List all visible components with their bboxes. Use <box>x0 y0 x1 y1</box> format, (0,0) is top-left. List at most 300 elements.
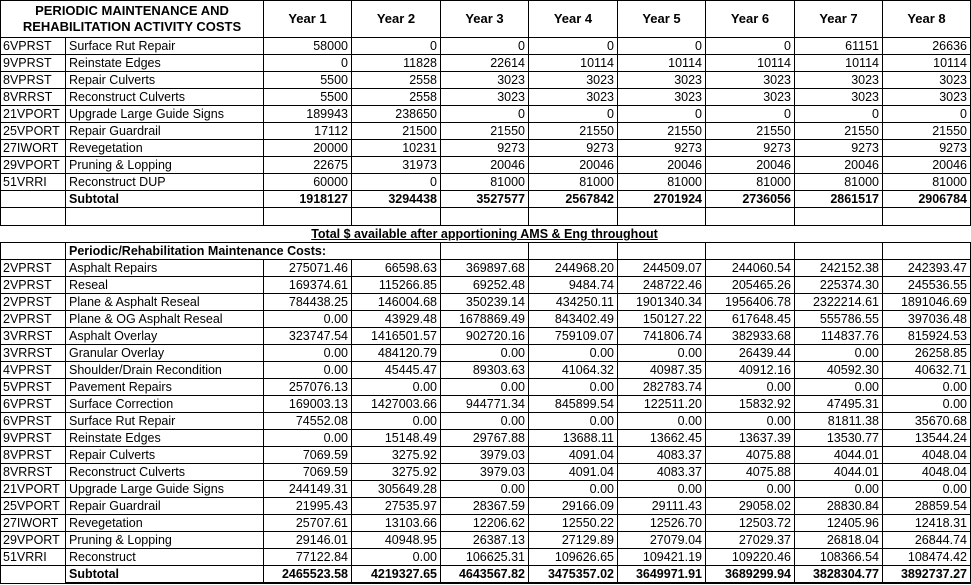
value-cell[interactable]: 4048.04 <box>883 447 971 464</box>
value-cell[interactable]: 40592.30 <box>795 362 883 379</box>
value-cell[interactable]: 21550 <box>441 123 529 140</box>
activity-code-cell[interactable]: 29VPORT <box>1 157 66 174</box>
empty-cell[interactable] <box>1 208 66 226</box>
value-cell[interactable]: 1891046.69 <box>883 294 971 311</box>
subtotal-label[interactable]: Subtotal <box>66 191 264 208</box>
value-cell[interactable]: 225374.30 <box>795 277 883 294</box>
activity-name-cell[interactable]: Repair Guardrail <box>66 498 264 515</box>
empty-cell[interactable] <box>1 226 66 243</box>
value-cell[interactable]: 369897.68 <box>441 260 529 277</box>
value-cell[interactable]: 25707.61 <box>264 515 352 532</box>
value-cell[interactable]: 15832.92 <box>706 396 795 413</box>
activity-code-cell[interactable]: 21VPORT <box>1 481 66 498</box>
value-cell[interactable]: 81000 <box>618 174 706 191</box>
value-cell[interactable]: 10231 <box>352 140 441 157</box>
value-cell[interactable]: 1678869.49 <box>441 311 529 328</box>
empty-cell[interactable] <box>1 566 66 584</box>
activity-name-cell[interactable]: Plane & Asphalt Reseal <box>66 294 264 311</box>
value-cell[interactable]: 9273 <box>529 140 618 157</box>
subtotal-cell[interactable]: 2736056 <box>706 191 795 208</box>
subtotal-cell[interactable]: 3892737.27 <box>883 566 971 584</box>
activity-code-cell[interactable]: 27IWORT <box>1 515 66 532</box>
value-cell[interactable]: 0.00 <box>529 379 618 396</box>
value-cell[interactable]: 0.00 <box>441 413 529 430</box>
value-cell[interactable]: 109220.46 <box>706 549 795 566</box>
value-cell[interactable]: 4091.04 <box>529 464 618 481</box>
value-cell[interactable]: 115266.85 <box>352 277 441 294</box>
value-cell[interactable]: 815924.53 <box>883 328 971 345</box>
value-cell[interactable]: 0.00 <box>618 345 706 362</box>
value-cell[interactable]: 10114 <box>618 55 706 72</box>
value-cell[interactable]: 109421.19 <box>618 549 706 566</box>
value-cell[interactable]: 0.00 <box>883 396 971 413</box>
value-cell[interactable]: 4083.37 <box>618 464 706 481</box>
empty-cell[interactable] <box>883 226 971 243</box>
activity-name-cell[interactable]: Reinstate Edges <box>66 430 264 447</box>
activity-code-cell[interactable]: 6VPRST <box>1 413 66 430</box>
value-cell[interactable]: 26387.13 <box>441 532 529 549</box>
value-cell[interactable]: 242393.47 <box>883 260 971 277</box>
activity-code-cell[interactable]: 6VPRST <box>1 38 66 55</box>
value-cell[interactable]: 13530.77 <box>795 430 883 447</box>
value-cell[interactable]: 29767.88 <box>441 430 529 447</box>
activity-name-cell[interactable]: Revegetation <box>66 515 264 532</box>
value-cell[interactable]: 26439.44 <box>706 345 795 362</box>
value-cell[interactable]: 244149.31 <box>264 481 352 498</box>
value-cell[interactable]: 26818.04 <box>795 532 883 549</box>
value-cell[interactable]: 3023 <box>441 72 529 89</box>
activity-name-cell[interactable]: Upgrade Large Guide Signs <box>66 106 264 123</box>
value-cell[interactable]: 10114 <box>883 55 971 72</box>
value-cell[interactable]: 3023 <box>529 89 618 106</box>
empty-cell[interactable] <box>706 226 795 243</box>
activity-code-cell[interactable]: 9VPRST <box>1 430 66 447</box>
value-cell[interactable]: 4075.88 <box>706 447 795 464</box>
activity-code-cell[interactable]: 5VPRST <box>1 379 66 396</box>
empty-cell[interactable] <box>618 208 706 226</box>
value-cell[interactable]: 0.00 <box>352 413 441 430</box>
total-available-note[interactable]: Total $ available after apportioning AMS & Eng throughout <box>264 226 706 243</box>
value-cell[interactable]: 0 <box>441 38 529 55</box>
value-cell[interactable]: 0 <box>441 106 529 123</box>
value-cell[interactable]: 10114 <box>795 55 883 72</box>
value-cell[interactable]: 0.00 <box>264 311 352 328</box>
activity-code-cell[interactable]: 51VRRI <box>1 549 66 566</box>
value-cell[interactable]: 3979.03 <box>441 447 529 464</box>
value-cell[interactable]: 13688.11 <box>529 430 618 447</box>
value-cell[interactable]: 759109.07 <box>529 328 618 345</box>
value-cell[interactable]: 1427003.66 <box>352 396 441 413</box>
value-cell[interactable]: 81000 <box>795 174 883 191</box>
value-cell[interactable]: 81000 <box>441 174 529 191</box>
value-cell[interactable]: 617648.45 <box>706 311 795 328</box>
value-cell[interactable]: 9273 <box>883 140 971 157</box>
value-cell[interactable]: 4044.01 <box>795 447 883 464</box>
activity-code-cell[interactable]: 25VPORT <box>1 498 66 515</box>
activity-code-cell[interactable]: 21VPORT <box>1 106 66 123</box>
value-cell[interactable]: 28859.54 <box>883 498 971 515</box>
value-cell[interactable]: 69252.48 <box>441 277 529 294</box>
activity-name-cell[interactable]: Granular Overlay <box>66 345 264 362</box>
value-cell[interactable]: 3023 <box>795 72 883 89</box>
empty-cell[interactable] <box>795 226 883 243</box>
value-cell[interactable]: 0 <box>352 38 441 55</box>
activity-code-cell[interactable]: 51VRRI <box>1 174 66 191</box>
value-cell[interactable]: 4083.37 <box>618 447 706 464</box>
subtotal-cell[interactable]: 3294438 <box>352 191 441 208</box>
activity-name-cell[interactable]: Reconstruct <box>66 549 264 566</box>
value-cell[interactable]: 20046 <box>883 157 971 174</box>
value-cell[interactable]: 244968.20 <box>529 260 618 277</box>
value-cell[interactable]: 29058.02 <box>706 498 795 515</box>
value-cell[interactable]: 350239.14 <box>441 294 529 311</box>
activity-name-cell[interactable]: Pruning & Lopping <box>66 532 264 549</box>
activity-code-cell[interactable]: 3VRRST <box>1 345 66 362</box>
value-cell[interactable]: 13103.66 <box>352 515 441 532</box>
value-cell[interactable]: 257076.13 <box>264 379 352 396</box>
activity-name-cell[interactable]: Reseal <box>66 277 264 294</box>
value-cell[interactable]: 0.00 <box>529 345 618 362</box>
empty-cell[interactable] <box>795 243 883 260</box>
activity-name-cell[interactable]: Plane & OG Asphalt Reseal <box>66 311 264 328</box>
subtotal-cell[interactable]: 2701924 <box>618 191 706 208</box>
empty-cell[interactable] <box>706 243 795 260</box>
value-cell[interactable]: 0.00 <box>441 379 529 396</box>
value-cell[interactable]: 13544.24 <box>883 430 971 447</box>
value-cell[interactable]: 0.00 <box>795 481 883 498</box>
activity-code-cell[interactable]: 27IWORT <box>1 140 66 157</box>
activity-code-cell[interactable]: 8VPRST <box>1 447 66 464</box>
value-cell[interactable]: 3023 <box>618 72 706 89</box>
value-cell[interactable]: 28830.84 <box>795 498 883 515</box>
value-cell[interactable]: 21500 <box>352 123 441 140</box>
value-cell[interactable]: 21550 <box>883 123 971 140</box>
value-cell[interactable]: 275071.46 <box>264 260 352 277</box>
value-cell[interactable]: 21550 <box>706 123 795 140</box>
empty-cell[interactable] <box>883 243 971 260</box>
value-cell[interactable]: 3275.92 <box>352 464 441 481</box>
value-cell[interactable]: 150127.22 <box>618 311 706 328</box>
value-cell[interactable]: 27535.97 <box>352 498 441 515</box>
value-cell[interactable]: 61151 <box>795 38 883 55</box>
value-cell[interactable]: 12503.72 <box>706 515 795 532</box>
value-cell[interactable]: 3023 <box>529 72 618 89</box>
value-cell[interactable]: 20000 <box>264 140 352 157</box>
value-cell[interactable]: 3023 <box>706 89 795 106</box>
value-cell[interactable]: 944771.34 <box>441 396 529 413</box>
value-cell[interactable]: 4091.04 <box>529 447 618 464</box>
activity-code-cell[interactable]: 8VRRST <box>1 464 66 481</box>
value-cell[interactable]: 0 <box>618 106 706 123</box>
activity-name-cell[interactable]: Reconstruct Culverts <box>66 464 264 481</box>
activity-name-cell[interactable]: Shoulder/Drain Recondition <box>66 362 264 379</box>
value-cell[interactable]: 434250.11 <box>529 294 618 311</box>
value-cell[interactable]: 29111.43 <box>618 498 706 515</box>
value-cell[interactable]: 843402.49 <box>529 311 618 328</box>
value-cell[interactable]: 0.00 <box>441 481 529 498</box>
value-cell[interactable]: 0 <box>352 174 441 191</box>
activity-name-cell[interactable]: Reconstruct DUP <box>66 174 264 191</box>
value-cell[interactable]: 244060.54 <box>706 260 795 277</box>
value-cell[interactable]: 0.00 <box>706 379 795 396</box>
value-cell[interactable]: 58000 <box>264 38 352 55</box>
value-cell[interactable]: 9273 <box>795 140 883 157</box>
value-cell[interactable]: 3979.03 <box>441 464 529 481</box>
value-cell[interactable]: 7069.59 <box>264 464 352 481</box>
subtotal-cell[interactable]: 4643567.82 <box>441 566 529 584</box>
subtotal-cell[interactable]: 2465523.58 <box>264 566 352 584</box>
value-cell[interactable]: 81000 <box>883 174 971 191</box>
value-cell[interactable]: 31973 <box>352 157 441 174</box>
value-cell[interactable]: 29146.01 <box>264 532 352 549</box>
activity-name-cell[interactable]: Reinstate Edges <box>66 55 264 72</box>
value-cell[interactable]: 0.00 <box>883 481 971 498</box>
value-cell[interactable]: 3275.92 <box>352 447 441 464</box>
value-cell[interactable]: 0.00 <box>264 345 352 362</box>
subtotal-cell[interactable]: 2906784 <box>883 191 971 208</box>
empty-cell[interactable] <box>529 243 618 260</box>
value-cell[interactable]: 20046 <box>529 157 618 174</box>
activity-name-cell[interactable]: Surface Correction <box>66 396 264 413</box>
value-cell[interactable]: 27079.04 <box>618 532 706 549</box>
value-cell[interactable]: 0.00 <box>795 345 883 362</box>
value-cell[interactable]: 4048.04 <box>883 464 971 481</box>
empty-cell[interactable] <box>529 208 618 226</box>
value-cell[interactable]: 9273 <box>441 140 529 157</box>
activity-code-cell[interactable]: 8VPRST <box>1 72 66 89</box>
activity-code-cell[interactable]: 2VPRST <box>1 260 66 277</box>
value-cell[interactable]: 108366.54 <box>795 549 883 566</box>
value-cell[interactable]: 43929.48 <box>352 311 441 328</box>
subtotal-cell[interactable]: 2861517 <box>795 191 883 208</box>
empty-cell[interactable] <box>441 243 529 260</box>
value-cell[interactable]: 845899.54 <box>529 396 618 413</box>
value-cell[interactable]: 40987.35 <box>618 362 706 379</box>
value-cell[interactable]: 106625.31 <box>441 549 529 566</box>
value-cell[interactable]: 0.00 <box>529 413 618 430</box>
value-cell[interactable]: 114837.76 <box>795 328 883 345</box>
value-cell[interactable]: 21550 <box>529 123 618 140</box>
value-cell[interactable]: 15148.49 <box>352 430 441 447</box>
activity-code-cell[interactable]: 2VPRST <box>1 294 66 311</box>
subtotal-cell[interactable]: 3828304.77 <box>795 566 883 584</box>
empty-cell[interactable] <box>66 208 264 226</box>
subtotal-cell[interactable]: 3689299.94 <box>706 566 795 584</box>
value-cell[interactable]: 244509.07 <box>618 260 706 277</box>
value-cell[interactable]: 0.00 <box>352 379 441 396</box>
value-cell[interactable]: 0.00 <box>264 430 352 447</box>
value-cell[interactable]: 3023 <box>883 72 971 89</box>
value-cell[interactable]: 4044.01 <box>795 464 883 481</box>
value-cell[interactable]: 21995.43 <box>264 498 352 515</box>
value-cell[interactable]: 27129.89 <box>529 532 618 549</box>
value-cell[interactable]: 0.00 <box>618 481 706 498</box>
value-cell[interactable]: 17112 <box>264 123 352 140</box>
value-cell[interactable]: 122511.20 <box>618 396 706 413</box>
value-cell[interactable]: 21550 <box>618 123 706 140</box>
empty-cell[interactable] <box>883 208 971 226</box>
empty-cell[interactable] <box>795 208 883 226</box>
activity-code-cell[interactable]: 8VRRST <box>1 89 66 106</box>
value-cell[interactable]: 0.00 <box>795 379 883 396</box>
subtotal-label[interactable]: Subtotal <box>66 566 264 584</box>
value-cell[interactable]: 3023 <box>795 89 883 106</box>
value-cell[interactable]: 205465.26 <box>706 277 795 294</box>
activity-code-cell[interactable]: 25VPORT <box>1 123 66 140</box>
value-cell[interactable]: 108474.42 <box>883 549 971 566</box>
empty-cell[interactable] <box>1 191 66 208</box>
value-cell[interactable]: 2558 <box>352 89 441 106</box>
activity-name-cell[interactable]: Pruning & Lopping <box>66 157 264 174</box>
activity-name-cell[interactable]: Asphalt Repairs <box>66 260 264 277</box>
value-cell[interactable]: 248722.46 <box>618 277 706 294</box>
value-cell[interactable]: 0.00 <box>618 413 706 430</box>
value-cell[interactable]: 60000 <box>264 174 352 191</box>
value-cell[interactable]: 74552.08 <box>264 413 352 430</box>
activity-code-cell[interactable]: 2VPRST <box>1 311 66 328</box>
activity-name-cell[interactable]: Surface Rut Repair <box>66 38 264 55</box>
value-cell[interactable]: 40632.71 <box>883 362 971 379</box>
activity-code-cell[interactable]: 3VRRST <box>1 328 66 345</box>
activity-name-cell[interactable]: Pavement Repairs <box>66 379 264 396</box>
value-cell[interactable]: 169374.61 <box>264 277 352 294</box>
value-cell[interactable]: 12405.96 <box>795 515 883 532</box>
value-cell[interactable]: 35670.68 <box>883 413 971 430</box>
value-cell[interactable]: 12206.62 <box>441 515 529 532</box>
value-cell[interactable]: 146004.68 <box>352 294 441 311</box>
subtotal-cell[interactable]: 3649971.91 <box>618 566 706 584</box>
value-cell[interactable]: 2558 <box>352 72 441 89</box>
subtotal-cell[interactable]: 3527577 <box>441 191 529 208</box>
value-cell[interactable]: 0 <box>706 38 795 55</box>
value-cell[interactable]: 81811.38 <box>795 413 883 430</box>
value-cell[interactable]: 0.00 <box>529 481 618 498</box>
value-cell[interactable]: 189943 <box>264 106 352 123</box>
value-cell[interactable]: 1956406.78 <box>706 294 795 311</box>
value-cell[interactable]: 47495.31 <box>795 396 883 413</box>
value-cell[interactable]: 7069.59 <box>264 447 352 464</box>
value-cell[interactable]: 45445.47 <box>352 362 441 379</box>
value-cell[interactable]: 26636 <box>883 38 971 55</box>
subtotal-cell[interactable]: 2567842 <box>529 191 618 208</box>
activity-name-cell[interactable]: Reconstruct Culverts <box>66 89 264 106</box>
value-cell[interactable]: 26844.74 <box>883 532 971 549</box>
value-cell[interactable]: 0 <box>618 38 706 55</box>
value-cell[interactable]: 245536.55 <box>883 277 971 294</box>
value-cell[interactable]: 1416501.57 <box>352 328 441 345</box>
value-cell[interactable]: 20046 <box>706 157 795 174</box>
value-cell[interactable]: 2322214.61 <box>795 294 883 311</box>
empty-cell[interactable] <box>618 243 706 260</box>
value-cell[interactable]: 81000 <box>529 174 618 191</box>
value-cell[interactable]: 238650 <box>352 106 441 123</box>
value-cell[interactable]: 555786.55 <box>795 311 883 328</box>
value-cell[interactable]: 323747.54 <box>264 328 352 345</box>
value-cell[interactable]: 28367.59 <box>441 498 529 515</box>
value-cell[interactable]: 169003.13 <box>264 396 352 413</box>
value-cell[interactable]: 0 <box>529 38 618 55</box>
value-cell[interactable]: 0 <box>883 106 971 123</box>
activity-code-cell[interactable]: 6VPRST <box>1 396 66 413</box>
value-cell[interactable]: 0 <box>706 106 795 123</box>
value-cell[interactable]: 10114 <box>706 55 795 72</box>
subtotal-cell[interactable]: 4219327.65 <box>352 566 441 584</box>
value-cell[interactable]: 10114 <box>529 55 618 72</box>
activity-code-cell[interactable]: 4VPRST <box>1 362 66 379</box>
value-cell[interactable]: 3023 <box>441 89 529 106</box>
value-cell[interactable]: 11828 <box>352 55 441 72</box>
activity-code-cell[interactable]: 29VPORT <box>1 532 66 549</box>
subtotal-cell[interactable]: 3475357.02 <box>529 566 618 584</box>
value-cell[interactable]: 9484.74 <box>529 277 618 294</box>
value-cell[interactable]: 0.00 <box>441 345 529 362</box>
empty-cell[interactable] <box>441 208 529 226</box>
activity-name-cell[interactable]: Repair Culverts <box>66 447 264 464</box>
value-cell[interactable]: 26258.85 <box>883 345 971 362</box>
value-cell[interactable]: 5500 <box>264 72 352 89</box>
value-cell[interactable]: 0.00 <box>706 481 795 498</box>
value-cell[interactable]: 12550.22 <box>529 515 618 532</box>
value-cell[interactable]: 20046 <box>441 157 529 174</box>
value-cell[interactable]: 902720.16 <box>441 328 529 345</box>
activity-name-cell[interactable]: Surface Rut Repair <box>66 413 264 430</box>
value-cell[interactable]: 77122.84 <box>264 549 352 566</box>
value-cell[interactable]: 0.00 <box>264 362 352 379</box>
value-cell[interactable]: 109626.65 <box>529 549 618 566</box>
subtotal-cell[interactable]: 1918127 <box>264 191 352 208</box>
activity-name-cell[interactable]: Revegetation <box>66 140 264 157</box>
value-cell[interactable]: 3023 <box>706 72 795 89</box>
empty-cell[interactable] <box>352 208 441 226</box>
value-cell[interactable]: 484120.79 <box>352 345 441 362</box>
value-cell[interactable]: 22614 <box>441 55 529 72</box>
activity-code-cell[interactable]: 9VPRST <box>1 55 66 72</box>
value-cell[interactable]: 382933.68 <box>706 328 795 345</box>
value-cell[interactable]: 5500 <box>264 89 352 106</box>
activity-code-cell[interactable]: 2VPRST <box>1 277 66 294</box>
value-cell[interactable]: 0.00 <box>352 549 441 566</box>
value-cell[interactable]: 66598.63 <box>352 260 441 277</box>
value-cell[interactable]: 0 <box>795 106 883 123</box>
value-cell[interactable]: 3023 <box>883 89 971 106</box>
value-cell[interactable]: 0 <box>529 106 618 123</box>
value-cell[interactable]: 13662.45 <box>618 430 706 447</box>
empty-cell[interactable] <box>66 226 264 243</box>
value-cell[interactable]: 27029.37 <box>706 532 795 549</box>
value-cell[interactable]: 29166.09 <box>529 498 618 515</box>
value-cell[interactable]: 81000 <box>706 174 795 191</box>
value-cell[interactable]: 40948.95 <box>352 532 441 549</box>
value-cell[interactable]: 12526.70 <box>618 515 706 532</box>
value-cell[interactable]: 784438.25 <box>264 294 352 311</box>
value-cell[interactable]: 21550 <box>795 123 883 140</box>
value-cell[interactable]: 40912.16 <box>706 362 795 379</box>
empty-cell[interactable] <box>706 208 795 226</box>
value-cell[interactable]: 41064.32 <box>529 362 618 379</box>
value-cell[interactable]: 9273 <box>618 140 706 157</box>
value-cell[interactable]: 13637.39 <box>706 430 795 447</box>
value-cell[interactable]: 0.00 <box>883 379 971 396</box>
value-cell[interactable]: 12418.31 <box>883 515 971 532</box>
activity-name-cell[interactable]: Upgrade Large Guide Signs <box>66 481 264 498</box>
value-cell[interactable]: 1901340.34 <box>618 294 706 311</box>
value-cell[interactable]: 89303.63 <box>441 362 529 379</box>
value-cell[interactable]: 0.00 <box>706 413 795 430</box>
section-title[interactable]: Periodic/Rehabilitation Maintenance Costs: <box>66 243 441 260</box>
value-cell[interactable]: 305649.28 <box>352 481 441 498</box>
activity-name-cell[interactable]: Asphalt Overlay <box>66 328 264 345</box>
empty-cell[interactable] <box>1 243 66 260</box>
